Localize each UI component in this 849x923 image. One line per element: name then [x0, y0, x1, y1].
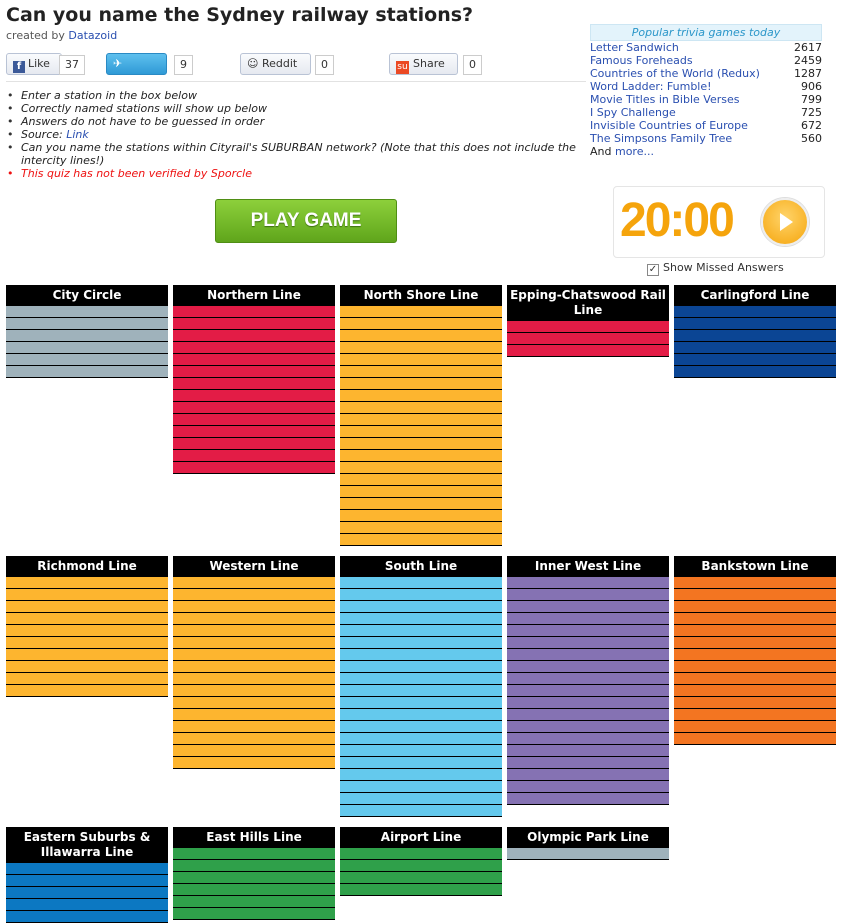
share-count: 0 [463, 55, 482, 75]
trivia-item [590, 106, 822, 119]
station-slot [173, 908, 335, 920]
station-slot [674, 625, 836, 637]
line-header: South Line [340, 556, 502, 577]
popular-trivia-header: Popular trivia games today [590, 24, 822, 41]
station-slot [173, 462, 335, 474]
timer-panel [613, 186, 825, 258]
station-list [173, 306, 335, 474]
like-label: Like [28, 57, 50, 70]
station-slot [173, 402, 335, 414]
station-slot [6, 625, 168, 637]
trivia-count: 906 [801, 80, 822, 93]
trivia-item [590, 132, 822, 145]
station-slot [340, 450, 502, 462]
station-slot [674, 589, 836, 601]
station-slot [340, 414, 502, 426]
station-slot [340, 402, 502, 414]
play-icon[interactable] [761, 198, 809, 246]
station-slot [507, 661, 669, 673]
station-slot [674, 649, 836, 661]
station-slot [507, 637, 669, 649]
line-header: North Shore Line [340, 285, 502, 306]
line-header: Olympic Park Line [507, 827, 669, 848]
line-column [507, 827, 669, 860]
station-list [6, 863, 168, 923]
line-header: Richmond Line [6, 556, 168, 577]
trivia-link[interactable]: I Spy Challenge [590, 106, 676, 119]
station-slot [173, 342, 335, 354]
social-bar [6, 53, 576, 90]
line-column [6, 556, 168, 697]
line-column [340, 827, 502, 896]
trivia-link[interactable]: Invisible Countries of Europe [590, 119, 748, 132]
station-slot [173, 661, 335, 673]
station-slot [173, 757, 335, 769]
station-slot [6, 649, 168, 661]
station-slot [507, 733, 669, 745]
station-slot [340, 781, 502, 793]
station-slot [340, 378, 502, 390]
station-slot [340, 661, 502, 673]
station-slot [674, 306, 836, 318]
line-header: Northern Line [173, 285, 335, 306]
station-slot [6, 342, 168, 354]
more-games [590, 145, 822, 158]
station-slot [173, 733, 335, 745]
line-header: Carlingford Line [674, 285, 836, 306]
station-slot [674, 577, 836, 589]
station-slot [674, 601, 836, 613]
play-game-button[interactable]: PLAY GAME [215, 199, 397, 243]
stumbleupon-share-button[interactable] [389, 53, 458, 75]
trivia-link[interactable]: Countries of the World (Redux) [590, 67, 760, 80]
reddit-label: Reddit [261, 57, 298, 70]
station-slot [340, 486, 502, 498]
station-slot [6, 613, 168, 625]
station-slot [340, 757, 502, 769]
line-column [340, 556, 502, 817]
station-slot [6, 318, 168, 330]
station-slot [6, 673, 168, 685]
trivia-count: 560 [801, 132, 822, 145]
line-header: East Hills Line [173, 827, 335, 848]
station-slot [173, 354, 335, 366]
station-list [674, 306, 836, 378]
station-slot [674, 366, 836, 378]
line-column [173, 285, 335, 474]
instruction-item: • Answers do not have to be guessed in order [6, 115, 581, 128]
trivia-item [590, 80, 822, 93]
station-slot [173, 414, 335, 426]
station-slot [6, 589, 168, 601]
station-slot [173, 438, 335, 450]
station-slot [340, 330, 502, 342]
line-column [6, 285, 168, 378]
station-slot [173, 577, 335, 589]
station-slot [674, 697, 836, 709]
station-slot [340, 510, 502, 522]
popular-trivia-panel [590, 24, 822, 158]
station-list [507, 848, 669, 860]
station-slot [340, 733, 502, 745]
station-slot [507, 769, 669, 781]
station-slot [340, 769, 502, 781]
station-slot [340, 685, 502, 697]
station-slot [6, 899, 168, 911]
line-column [507, 556, 669, 805]
station-slot [507, 589, 669, 601]
trivia-link[interactable]: Word Ladder: Fumble! [590, 80, 712, 93]
line-column [6, 827, 168, 923]
source-item [6, 128, 581, 141]
twitter-icon: ✈ [113, 57, 123, 70]
station-slot [173, 378, 335, 390]
station-slot [340, 354, 502, 366]
station-slot [340, 522, 502, 534]
trivia-count: 725 [801, 106, 822, 119]
facebook-icon: f [13, 61, 25, 73]
station-slot [507, 613, 669, 625]
trivia-link[interactable]: The Simpsons Family Tree [590, 132, 733, 145]
station-slot [173, 721, 335, 733]
unverified-warning: • This quiz has not been verified by Sporcle [6, 167, 581, 180]
trivia-link[interactable]: Famous Foreheads [590, 54, 693, 67]
line-column [173, 827, 335, 920]
station-slot [340, 342, 502, 354]
station-slot [674, 685, 836, 697]
station-list [6, 577, 168, 697]
station-list [340, 306, 502, 546]
station-slot [173, 649, 335, 661]
line-column [173, 556, 335, 769]
station-slot [6, 354, 168, 366]
station-slot [674, 721, 836, 733]
station-slot [173, 848, 335, 860]
station-slot [507, 649, 669, 661]
station-slot [674, 613, 836, 625]
line-header: Bankstown Line [674, 556, 836, 577]
station-slot [340, 860, 502, 872]
station-slot [340, 534, 502, 546]
station-slot [340, 649, 502, 661]
station-slot [173, 601, 335, 613]
station-slot [507, 601, 669, 613]
station-slot [340, 805, 502, 817]
station-slot [507, 793, 669, 805]
station-list [507, 577, 669, 805]
station-slot [173, 709, 335, 721]
station-slot [6, 306, 168, 318]
stumbleupon-icon: su [397, 62, 408, 72]
station-list [507, 321, 669, 357]
station-slot [340, 625, 502, 637]
station-slot [674, 342, 836, 354]
line-header: Eastern Suburbs & Illawarra Line [6, 827, 168, 863]
station-slot [173, 330, 335, 342]
share-label: Share [413, 57, 445, 70]
tweet-count: 9 [174, 55, 193, 75]
station-list [674, 577, 836, 745]
station-slot [674, 637, 836, 649]
instruction-item: • Correctly named stations will show up below [6, 102, 581, 115]
trivia-item [590, 67, 822, 80]
station-slot [340, 589, 502, 601]
reddit-icon: ☺ [247, 57, 259, 70]
reddit-count: 0 [315, 55, 334, 75]
line-header: Inner West Line [507, 556, 669, 577]
line-column [674, 285, 836, 378]
trivia-count: 2617 [794, 41, 822, 54]
station-slot [340, 884, 502, 896]
trivia-item [590, 93, 822, 106]
and-label: And [590, 145, 612, 158]
station-slot [173, 366, 335, 378]
station-slot [173, 896, 335, 908]
station-slot [507, 848, 669, 860]
station-slot [340, 745, 502, 757]
station-slot [340, 306, 502, 318]
station-slot [340, 390, 502, 402]
station-slot [6, 685, 168, 697]
station-slot [674, 318, 836, 330]
line-column [340, 285, 502, 546]
station-slot [340, 697, 502, 709]
station-slot [173, 860, 335, 872]
station-slot [173, 625, 335, 637]
station-slot [340, 462, 502, 474]
station-slot [507, 757, 669, 769]
station-slot [173, 884, 335, 896]
station-slot [674, 733, 836, 745]
source-link[interactable]: Link [66, 128, 89, 141]
station-list [173, 848, 335, 920]
trivia-item [590, 54, 822, 67]
line-header: Western Line [173, 556, 335, 577]
divider [6, 81, 586, 82]
station-slot [173, 426, 335, 438]
station-slot [507, 333, 669, 345]
trivia-link[interactable]: Letter Sandwich [590, 41, 679, 54]
station-slot [173, 872, 335, 884]
station-slot [6, 577, 168, 589]
line-column [507, 285, 669, 357]
station-slot [6, 366, 168, 378]
line-column [674, 556, 836, 745]
author-link[interactable]: Datazoid [68, 29, 118, 42]
trivia-item [590, 119, 822, 132]
quiz-info-list [6, 89, 581, 180]
station-slot [507, 345, 669, 357]
station-slot [507, 721, 669, 733]
station-slot [340, 637, 502, 649]
station-slot [340, 673, 502, 685]
page-title: Can you name the Sydney railway stations? [6, 4, 474, 26]
trivia-item [590, 41, 822, 54]
station-slot [340, 318, 502, 330]
line-header: Epping-Chatswood Rail Line [507, 285, 669, 321]
show-missed-label: Show Missed Answers [663, 261, 784, 274]
station-slot [340, 498, 502, 510]
timer-display: 20:00 [620, 194, 733, 247]
station-slot [340, 438, 502, 450]
station-slot [173, 673, 335, 685]
instruction-item: • Enter a station in the box below [6, 89, 581, 102]
reddit-button[interactable] [240, 53, 311, 75]
created-by-label: created by [6, 29, 65, 42]
station-slot [173, 697, 335, 709]
facebook-like-button[interactable] [6, 53, 62, 75]
tweet-button[interactable] [106, 53, 167, 90]
more-link[interactable]: more... [614, 145, 654, 158]
station-slot [173, 637, 335, 649]
trivia-count: 799 [801, 93, 822, 106]
trivia-count: 672 [801, 119, 822, 132]
station-slot [340, 474, 502, 486]
station-slot [6, 911, 168, 923]
station-slot [507, 697, 669, 709]
station-slot [6, 661, 168, 673]
station-slot [507, 709, 669, 721]
station-slot [507, 577, 669, 589]
show-missed-answers[interactable] [647, 261, 784, 276]
station-slot [340, 601, 502, 613]
trivia-count: 1287 [794, 67, 822, 80]
station-list [340, 577, 502, 817]
station-slot [6, 330, 168, 342]
station-slot [507, 781, 669, 793]
station-slot [173, 306, 335, 318]
line-header: Airport Line [340, 827, 502, 848]
station-list [340, 848, 502, 896]
station-slot [340, 366, 502, 378]
station-slot [507, 321, 669, 333]
station-slot [340, 721, 502, 733]
station-slot [6, 875, 168, 887]
checkbox-icon[interactable]: ✓ [648, 264, 658, 275]
station-slot [340, 426, 502, 438]
station-slot [173, 685, 335, 697]
trivia-link[interactable]: Movie Titles in Bible Verses [590, 93, 740, 106]
station-slot [6, 601, 168, 613]
station-slot [173, 613, 335, 625]
station-slot [507, 625, 669, 637]
source-label: Source: [21, 128, 63, 141]
station-slot [6, 887, 168, 899]
station-slot [340, 848, 502, 860]
station-list [6, 306, 168, 378]
station-slot [173, 745, 335, 757]
station-slot [674, 661, 836, 673]
station-list [173, 577, 335, 769]
station-slot [674, 330, 836, 342]
question-item: • Can you name the stations within Cityrail's SUBURBAN network? (Note that this does not include the intercity lines!) [6, 141, 581, 167]
station-slot [6, 637, 168, 649]
line-header: City Circle [6, 285, 168, 306]
station-slot [340, 577, 502, 589]
station-slot [674, 673, 836, 685]
station-slot [507, 673, 669, 685]
byline [6, 29, 117, 42]
station-slot [340, 793, 502, 805]
trivia-count: 2459 [794, 54, 822, 67]
station-slot [173, 390, 335, 402]
like-count: 37 [59, 55, 85, 75]
station-slot [340, 613, 502, 625]
station-slot [340, 872, 502, 884]
station-slot [340, 709, 502, 721]
station-slot [173, 589, 335, 601]
station-slot [173, 318, 335, 330]
station-slot [674, 709, 836, 721]
station-slot [507, 685, 669, 697]
station-slot [674, 354, 836, 366]
station-slot [6, 863, 168, 875]
station-slot [173, 450, 335, 462]
tweet-label: Tweet [113, 77, 150, 90]
station-slot [507, 745, 669, 757]
